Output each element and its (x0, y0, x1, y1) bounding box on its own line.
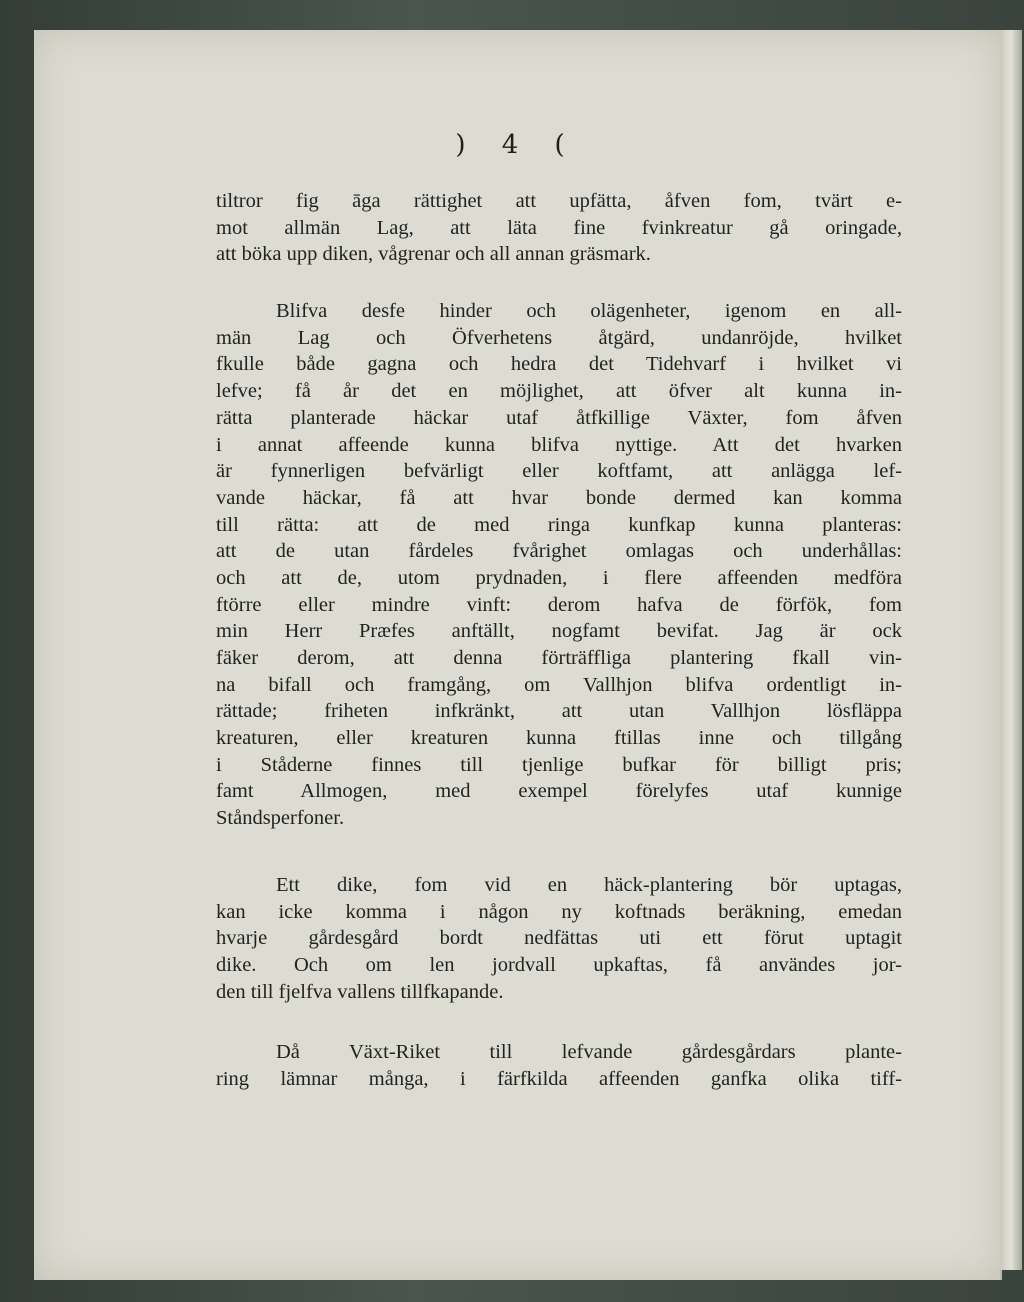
text-line: kreaturen, eller kreaturen kunna ftillas inne och tillgång (216, 727, 902, 750)
text-line: tiltror fig āga rättighet att upfätta, åfven fom, tvärt e- (216, 190, 902, 212)
text-line: vande häckar, få att hvar bonde dermed kan komma (216, 486, 902, 509)
page-edge (1000, 30, 1022, 1270)
text-line: hvarje gårdesgård bordt nedfättas uti ett förut uptagit (216, 927, 902, 950)
paragraph-1 (216, 188, 902, 268)
text-line: rätta planterade häckar utaf åtfkillige Växter, fom åfven (216, 406, 902, 429)
paragraph-2 (216, 298, 902, 832)
text-line: rättade; friheten infkränkt, att utan Vallhjon lösfläppa (216, 700, 902, 723)
text-line: den till fjelfva vallens tillfkapande. (216, 980, 504, 1003)
page-number: ) 4 ( (455, 130, 579, 160)
text-line: lefve; få år det en möjlighet, att öfver alt kunna in- (216, 380, 902, 403)
body-text (216, 188, 902, 1093)
text-line: ftörre eller mindre vinft: derom hafva de förfök, fom (216, 593, 902, 616)
paragraph-4 (216, 1039, 902, 1092)
text-line: att böka upp diken, vågrenar och all annan gräsmark. (216, 243, 651, 266)
paragraph-3 (216, 872, 902, 1005)
text-line: fäker derom, att denna förträffliga plantering fkall vin- (216, 647, 902, 669)
text-line: män Lag och Öfverhetens åtgärd, undanröjde, hvilket (216, 326, 902, 349)
text-line: kan icke komma i någon ny koftnads beräkning, emedan (216, 900, 902, 923)
text-line: mot allmän Lag, att läta fine fvinkreatur gå oringade, (216, 216, 902, 239)
text-line: är fynnerligen befvärligt eller koftfamt, att anlägga lef- (216, 460, 902, 483)
text-line: och att de, utom prydnaden, i flere affeenden medföra (216, 566, 902, 589)
text-line: na bifall och framgång, om Vallhjon blifva ordentligt in- (216, 673, 902, 696)
text-line: Ståndsperfoner. (216, 807, 345, 830)
text-line: famt Allmogen, med exempel förelyfes utaf kunnige (216, 780, 902, 803)
text-line: fkulle både gagna och hedra det Tidehvarf i hvilket vi (216, 353, 902, 376)
text-line: dike. Och om len jordvall upkaftas, få användes jor- (216, 953, 902, 976)
text-line: till rätta: att de med ringa kunfkap kunna planteras: (216, 513, 902, 536)
text-line: Ett dike, fom vid en häck-plantering bör uptagas, (276, 873, 902, 896)
text-line: ring lämnar många, i färfkilda affeenden ganfka olika tiff- (216, 1067, 902, 1090)
text-line: min Herr Præfes anftällt, nogfamt bevifat. Jag är ock (216, 620, 902, 643)
text-line: Då Växt-Riket till lefvande gårdesgårdars plante- (276, 1041, 902, 1064)
text-line: att de utan fårdeles fvårighet omlagas och underhållas: (216, 540, 902, 563)
text-line: i annat affeende kunna blifva nyttige. Att det hvarken (216, 433, 902, 456)
text-line: i Ståderne finnes till tjenlige bufkar för billigt pris; (216, 753, 902, 776)
text-line: Blifva desfe hinder och olägenheter, igenom en all- (276, 300, 902, 323)
